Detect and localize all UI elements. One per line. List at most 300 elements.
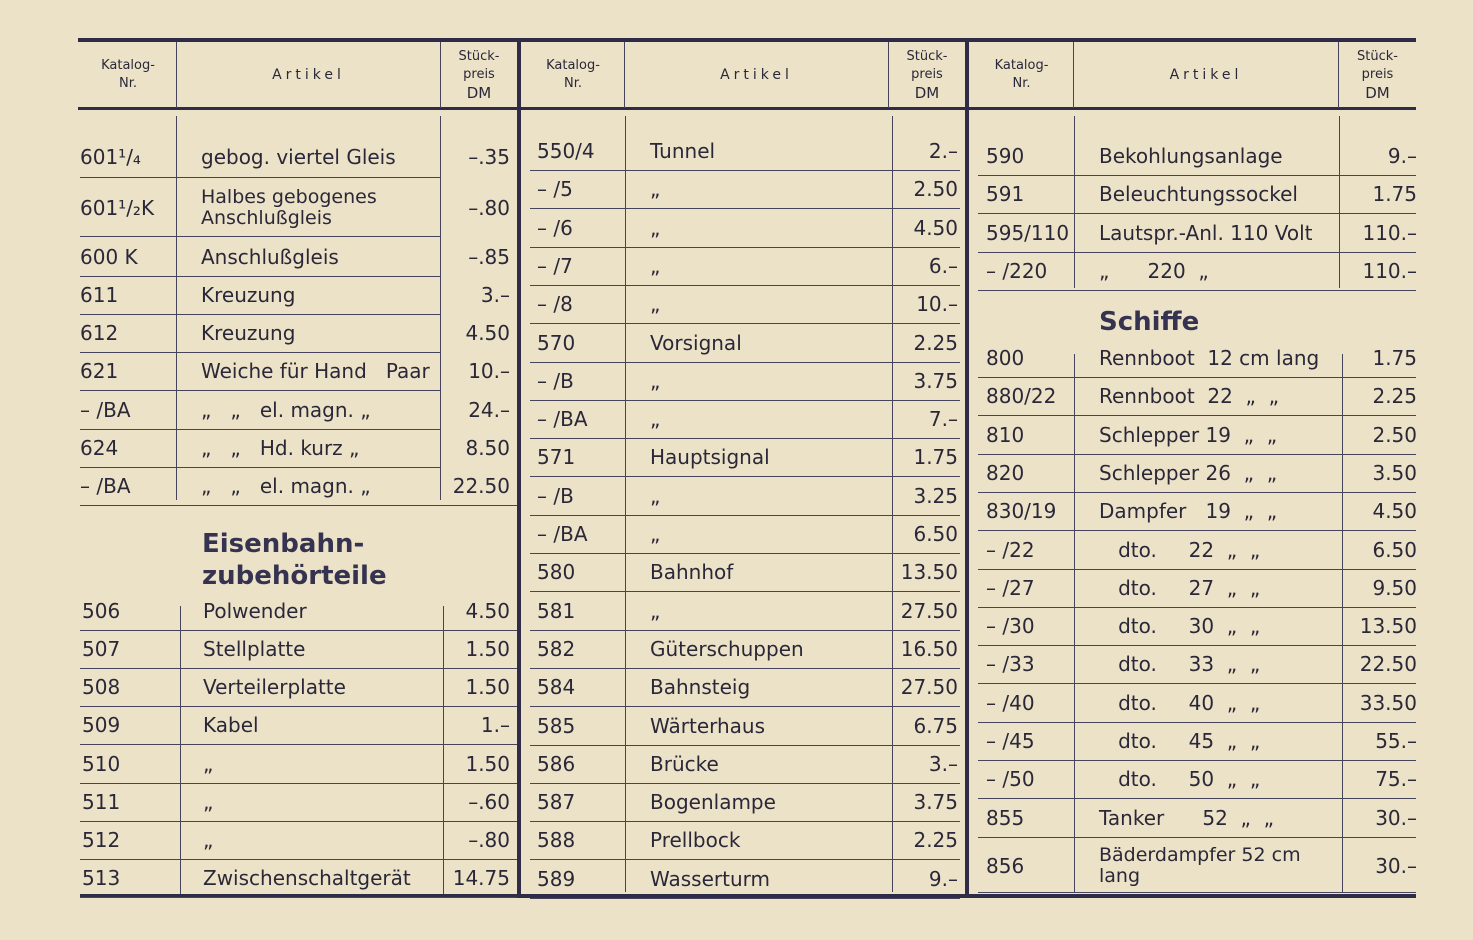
catalog-number-cell	[82, 592, 176, 630]
catalog-number: 580	[537, 560, 576, 584]
unit-price: 22.50	[1359, 652, 1417, 676]
column-rule	[176, 116, 177, 500]
catalog-number: 611	[80, 283, 119, 307]
article-name-cell	[1099, 137, 1335, 175]
unit-price-cell	[894, 668, 958, 706]
article-name-cell	[201, 467, 437, 505]
header-preis-label: preis	[911, 67, 943, 82]
catalog-number: 591	[986, 182, 1025, 206]
article-name: Vorsignal	[650, 331, 742, 355]
catalog-number-cell	[80, 179, 174, 236]
unit-price-cell	[894, 209, 958, 247]
unit-price: 1.50	[465, 752, 510, 776]
unit-price-cell	[1343, 760, 1417, 798]
unit-price: 13.50	[900, 560, 958, 584]
catalog-number: – /7	[537, 254, 573, 278]
catalog-number-cell	[986, 214, 1072, 252]
column-rule	[625, 116, 626, 892]
column-rule	[892, 116, 893, 892]
catalog-number-cell	[986, 607, 1072, 645]
unit-price: 3.50	[1372, 461, 1417, 485]
unit-price: 1.75	[1372, 182, 1417, 206]
article-name-cell	[650, 707, 886, 745]
article-name-cell	[650, 438, 886, 476]
article-name: Lautspr.-Anl. 110 Volt	[1099, 221, 1313, 245]
catalog-number-cell	[986, 339, 1072, 377]
catalog-number: 601¹/₄	[80, 145, 141, 169]
row-rule	[80, 897, 517, 898]
article-name-cell	[201, 276, 437, 314]
catalog-number-cell	[80, 276, 174, 314]
article-name-cell	[1099, 607, 1335, 645]
catalog-number: 508	[82, 675, 121, 699]
catalog-number: 589	[537, 867, 576, 891]
unit-price-cell	[1343, 645, 1417, 683]
header-preis	[889, 44, 965, 106]
article-name-cell	[1099, 840, 1335, 892]
article-name: Wasserturm	[650, 867, 770, 891]
catalog-number-cell	[986, 377, 1072, 415]
catalog-number-cell	[82, 630, 176, 668]
catalog-number: 511	[82, 790, 121, 814]
unit-price: 3.25	[913, 484, 958, 508]
catalog-number-cell	[537, 515, 623, 553]
article-name-cell	[650, 247, 886, 285]
catalog-number: 856	[986, 854, 1025, 878]
article-name-cell	[650, 285, 886, 323]
unit-price: 9.50	[1372, 576, 1417, 600]
unit-price-cell	[444, 429, 510, 467]
header-dm-label: DM	[914, 84, 940, 102]
unit-price: 2.25	[1372, 384, 1417, 408]
article-name: „ 220 „	[1099, 259, 1209, 283]
catalog-number-cell	[537, 132, 623, 170]
article-name-cell	[1099, 492, 1335, 530]
header-rule	[78, 107, 1416, 110]
catalog-number: 830/19	[986, 499, 1057, 523]
catalog-number-cell	[80, 429, 174, 467]
article-name: gebog. viertel Gleis	[201, 145, 396, 169]
catalog-number: 513	[82, 866, 121, 890]
catalog-number: 585	[537, 714, 576, 738]
catalog-number-cell	[537, 745, 623, 783]
article-name: Zwischenschaltgerät	[203, 866, 411, 890]
row-rule	[978, 290, 1416, 291]
section-title-eisenbahn-text: Eisenbahn- zubehörteile	[202, 529, 387, 591]
unit-price-cell	[894, 132, 958, 170]
catalog-number: 820	[986, 461, 1025, 485]
article-name: Kreuzung	[201, 321, 296, 345]
article-name-cell	[201, 137, 437, 177]
unit-price-cell	[446, 859, 510, 897]
unit-price: 22.50	[452, 474, 510, 498]
catalog-number-cell	[82, 706, 176, 744]
unit-price-cell	[1343, 684, 1417, 722]
unit-price-cell	[894, 438, 958, 476]
article-name-cell	[201, 179, 437, 236]
unit-price-cell	[1343, 492, 1417, 530]
catalog-number: 880/22	[986, 384, 1057, 408]
catalog-number: 621	[80, 359, 119, 383]
catalog-number: – /50	[986, 767, 1035, 791]
article-name-cell	[1099, 377, 1335, 415]
header-katalog	[80, 44, 176, 106]
article-name-cell	[650, 515, 886, 553]
unit-price: 27.50	[900, 599, 958, 623]
unit-price: –.80	[468, 828, 510, 852]
header-artikel-label: Artikel	[720, 67, 793, 83]
header-stueck-label: Stück-	[1357, 49, 1398, 64]
row-rule	[530, 898, 960, 899]
unit-price: 10.–	[916, 292, 958, 316]
header-katalog-label: Katalog-	[546, 58, 600, 73]
unit-price: 4.50	[913, 216, 958, 240]
catalog-number-cell	[986, 840, 1072, 892]
article-name-cell	[650, 132, 886, 170]
article-name-cell	[1099, 799, 1335, 837]
article-name: „	[650, 177, 661, 201]
article-name-cell	[650, 362, 886, 400]
unit-price-cell	[444, 391, 510, 429]
catalog-number: – /45	[986, 729, 1035, 753]
catalog-number-cell	[537, 707, 623, 745]
catalog-number-cell	[537, 209, 623, 247]
article-name-cell	[1099, 416, 1335, 454]
catalog-number: – /6	[537, 216, 573, 240]
catalog-number: 588	[537, 828, 576, 852]
catalog-number-cell	[986, 137, 1072, 175]
header-preis	[441, 44, 517, 106]
article-name: dto. 22 „ „	[1099, 538, 1261, 562]
header-artikel	[625, 44, 888, 106]
header-nr-label: Nr.	[563, 76, 582, 91]
unit-price: 33.50	[1359, 691, 1417, 715]
article-name: Verteilerplatte	[203, 675, 346, 699]
unit-price-cell	[1343, 569, 1417, 607]
catalog-number-cell	[537, 860, 623, 898]
unit-price: 6.75	[913, 714, 958, 738]
catalog-number-cell	[986, 175, 1072, 213]
catalog-number-cell	[986, 454, 1072, 492]
article-name: „	[650, 522, 661, 546]
header-katalog	[970, 44, 1073, 106]
unit-price: 4.50	[465, 321, 510, 345]
unit-price-cell	[444, 314, 510, 352]
article-name: „ „ el. magn. „	[201, 398, 371, 422]
article-name: „	[650, 254, 661, 278]
article-name: „	[650, 407, 661, 431]
article-name: dto. 45 „ „	[1099, 729, 1261, 753]
catalog-number-cell	[537, 285, 623, 323]
catalog-number: 600 K	[80, 245, 138, 269]
unit-price-cell	[894, 783, 958, 821]
catalog-number-cell	[986, 760, 1072, 798]
article-name-cell	[650, 745, 886, 783]
article-name-cell	[650, 170, 886, 208]
unit-price: 2.25	[913, 331, 958, 355]
unit-price: 2.50	[913, 177, 958, 201]
unit-price-cell	[894, 477, 958, 515]
section-title-schiffe	[1099, 306, 1199, 338]
article-name: Tunnel	[650, 139, 716, 163]
unit-price: 1.50	[465, 675, 510, 699]
catalog-number: 507	[82, 637, 121, 661]
catalog-number-cell	[537, 553, 623, 591]
top-rule	[78, 38, 1416, 42]
article-name-cell	[650, 860, 886, 898]
catalog-number-cell	[82, 668, 176, 706]
unit-price-cell	[894, 745, 958, 783]
header-artikel	[1074, 44, 1338, 106]
catalog-number-cell	[82, 783, 176, 821]
catalog-number: 586	[537, 752, 576, 776]
unit-price-cell	[1343, 137, 1417, 175]
article-name: Wärterhaus	[650, 714, 766, 738]
catalog-number-cell	[986, 722, 1072, 760]
article-name: „	[650, 484, 661, 508]
unit-price-cell	[1343, 607, 1417, 645]
catalog-number-cell	[537, 324, 623, 362]
article-name-cell	[650, 324, 886, 362]
unit-price: –.80	[468, 195, 510, 220]
article-name-cell	[1099, 454, 1335, 492]
article-name: Prellbock	[650, 828, 741, 852]
catalog-number: 582	[537, 637, 576, 661]
row-rule	[978, 892, 1416, 893]
article-name-cell	[650, 592, 886, 630]
article-name-cell	[1099, 531, 1335, 569]
unit-price: 4.50	[1372, 499, 1417, 523]
unit-price-cell	[1343, 252, 1417, 290]
unit-price-cell	[894, 285, 958, 323]
unit-price-cell	[894, 247, 958, 285]
catalog-number: 581	[537, 599, 576, 623]
unit-price: 24.–	[468, 398, 510, 422]
column-rule	[1339, 116, 1340, 288]
article-name: Kreuzung	[201, 283, 296, 307]
catalog-number: 601¹/₂K	[80, 195, 155, 220]
article-name-cell	[1099, 252, 1335, 290]
catalog-number: – /30	[986, 614, 1035, 638]
unit-price-cell	[1343, 722, 1417, 760]
article-name: „	[650, 369, 661, 393]
article-name: Hauptsignal	[650, 445, 770, 469]
row-rule	[80, 236, 440, 237]
article-name: Schlepper 19 „ „	[1099, 423, 1278, 447]
article-name-cell	[650, 400, 886, 438]
article-name: Bäderdampfer 52 cm lang	[1099, 844, 1301, 887]
article-name: Bekohlungsanlage	[1099, 144, 1283, 168]
catalog-number-cell	[537, 668, 623, 706]
article-name-cell	[1099, 760, 1335, 798]
column-rule	[1074, 354, 1075, 892]
article-name: „ „ el. magn. „	[201, 474, 371, 498]
article-name-cell	[650, 821, 886, 859]
unit-price: 9.–	[928, 867, 958, 891]
unit-price-cell	[894, 821, 958, 859]
unit-price: –.60	[468, 790, 510, 814]
article-name: Beleuchtungssockel	[1099, 182, 1298, 206]
catalog-number: 550/4	[537, 139, 595, 163]
header-artikel-label: Artikel	[272, 67, 345, 83]
article-name: Stellplatte	[203, 637, 306, 661]
catalog-number: – /33	[986, 652, 1035, 676]
catalog-number-cell	[82, 859, 176, 897]
article-name-cell	[1099, 339, 1335, 377]
unit-price: 55.–	[1375, 729, 1417, 753]
column-rule	[443, 606, 444, 894]
catalog-number-cell	[986, 492, 1072, 530]
article-name-cell	[201, 352, 437, 390]
header-preis	[1339, 44, 1416, 106]
unit-price: 6.50	[1372, 538, 1417, 562]
catalog-number: 509	[82, 713, 121, 737]
catalog-number: 855	[986, 806, 1025, 830]
unit-price-cell	[444, 276, 510, 314]
catalog-number-cell	[80, 238, 174, 276]
unit-price: 10.–	[468, 359, 510, 383]
unit-price-cell	[1343, 454, 1417, 492]
article-name: Halbes gebogenes Anschlußgleis	[201, 185, 377, 229]
catalog-number: 510	[82, 752, 121, 776]
article-name: „ „ Hd. kurz „	[201, 436, 360, 460]
unit-price: 2.50	[1372, 423, 1417, 447]
article-name-cell	[203, 745, 439, 783]
article-name-cell	[650, 783, 886, 821]
article-name: Schlepper 26 „ „	[1099, 461, 1278, 485]
catalog-number-cell	[537, 821, 623, 859]
unit-price-cell	[894, 400, 958, 438]
unit-price-cell	[1343, 214, 1417, 252]
article-name: dto. 40 „ „	[1099, 691, 1261, 715]
section-rule	[80, 505, 517, 506]
catalog-number: 512	[82, 828, 121, 852]
header-katalog-label: Katalog-	[101, 58, 155, 73]
catalog-number: – /B	[537, 484, 574, 508]
article-name: „	[203, 790, 214, 814]
header-artikel	[177, 44, 440, 106]
article-name: „	[203, 752, 214, 776]
catalog-number-cell	[80, 352, 174, 390]
unit-price-cell	[446, 783, 510, 821]
catalog-number-cell	[80, 467, 174, 505]
article-name-cell	[203, 783, 439, 821]
unit-price: 8.50	[465, 436, 510, 460]
catalog-number-cell	[986, 531, 1072, 569]
catalog-number: 590	[986, 144, 1025, 168]
catalog-number-cell	[537, 783, 623, 821]
article-name: Rennboot 12 cm lang	[1099, 346, 1320, 370]
article-name: Kabel	[203, 713, 259, 737]
column-rule	[180, 606, 181, 894]
unit-price: 1.75	[1372, 346, 1417, 370]
unit-price: 1.50	[465, 637, 510, 661]
catalog-number-cell	[82, 821, 176, 859]
unit-price: 110.–	[1362, 259, 1417, 283]
catalog-number-cell	[537, 400, 623, 438]
article-name-cell	[203, 592, 439, 630]
unit-price-cell	[1343, 175, 1417, 213]
unit-price-cell	[444, 238, 510, 276]
unit-price: 30.–	[1375, 854, 1417, 878]
section-title-eisenbahn	[202, 528, 387, 592]
unit-price: 2.–	[928, 139, 958, 163]
catalog-number: 584	[537, 675, 576, 699]
catalog-number: 506	[82, 599, 121, 623]
unit-price: –.35	[468, 145, 510, 169]
unit-price: 1.75	[913, 445, 958, 469]
article-name-cell	[203, 821, 439, 859]
unit-price: 4.50	[465, 599, 510, 623]
catalog-number-cell	[537, 170, 623, 208]
catalog-number-cell	[986, 645, 1072, 683]
article-name-cell	[201, 391, 437, 429]
article-name: Bahnhof	[650, 560, 734, 584]
article-name-cell	[203, 668, 439, 706]
unit-price-cell	[894, 592, 958, 630]
unit-price: 3.–	[480, 283, 510, 307]
catalog-number-cell	[537, 630, 623, 668]
header-katalog	[522, 44, 624, 106]
article-name: „	[203, 828, 214, 852]
catalog-number: – /40	[986, 691, 1035, 715]
catalog-number: – /BA	[80, 474, 131, 498]
unit-price: 13.50	[1359, 614, 1417, 638]
header-preis-label: preis	[1361, 67, 1394, 82]
header-preis-label: preis	[463, 67, 495, 82]
catalog-number-cell	[82, 745, 176, 783]
article-name-cell	[201, 314, 437, 352]
article-name: Tanker 52 „ „	[1099, 806, 1274, 830]
unit-price: 7.–	[928, 407, 958, 431]
unit-price-cell	[446, 668, 510, 706]
column-rule	[1342, 354, 1343, 892]
article-name-cell	[203, 630, 439, 668]
unit-price: 1.–	[480, 713, 510, 737]
catalog-number: 612	[80, 321, 119, 345]
article-name: „	[650, 292, 661, 316]
header-dm-label: DM	[1365, 84, 1390, 102]
header-nr-label: Nr.	[1012, 76, 1031, 91]
article-name-cell	[1099, 214, 1335, 252]
header-stueck-label: Stück-	[458, 49, 500, 64]
catalog-number-cell	[537, 592, 623, 630]
catalog-number-cell	[80, 137, 174, 177]
unit-price-cell	[894, 324, 958, 362]
section-title-schiffe-text: Schiffe	[1099, 307, 1200, 337]
catalog-number: – /27	[986, 576, 1035, 600]
article-name-cell	[650, 477, 886, 515]
article-name: dto. 33 „ „	[1099, 652, 1261, 676]
catalog-number-cell	[986, 252, 1072, 290]
article-name: dto. 50 „ „	[1099, 767, 1261, 791]
catalog-number-cell	[986, 799, 1072, 837]
unit-price: 3.75	[913, 369, 958, 393]
column-divider	[517, 40, 521, 896]
article-name-cell	[1099, 645, 1335, 683]
unit-price: 6.–	[928, 254, 958, 278]
unit-price: 3.75	[913, 790, 958, 814]
article-name: Polwender	[203, 599, 307, 623]
unit-price: 16.50	[900, 637, 958, 661]
catalog-number-cell	[537, 438, 623, 476]
article-name-cell	[201, 238, 437, 276]
unit-price-cell	[446, 821, 510, 859]
catalog-number: – /220	[986, 259, 1048, 283]
unit-price-cell	[1343, 531, 1417, 569]
catalog-number: 624	[80, 436, 119, 460]
unit-price-cell	[894, 630, 958, 668]
